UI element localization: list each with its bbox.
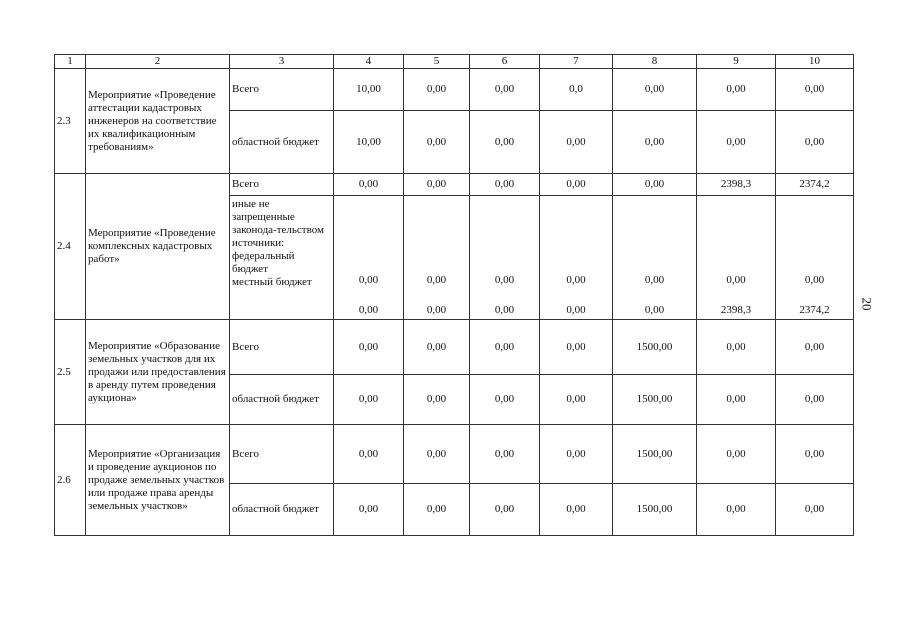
col-header: 6 (470, 55, 540, 69)
activity-name: Мероприятие «Проведение аттестации кадастровых инженеров на соответствие их квалификационным требованиям» (86, 69, 230, 174)
value-cell: 0,00 (470, 484, 540, 536)
col-header: 9 (697, 55, 776, 69)
row-number: 2.3 (55, 69, 86, 174)
value-cell: 0,00 (470, 111, 540, 174)
value-cell: 1500,00 (613, 484, 697, 536)
value-cell: 0,00 (404, 174, 470, 196)
row-number: 2.5 (55, 320, 86, 425)
value-cell (776, 196, 854, 320)
value-cell: 0,00 (404, 69, 470, 111)
value-cell: 0,00 (470, 320, 540, 375)
value-cell (540, 196, 613, 320)
budget-table (54, 54, 854, 536)
value-line: 0,00 (426, 304, 447, 316)
value-line: 2398,3 (720, 304, 752, 316)
value-cell: 0,00 (404, 425, 470, 484)
value-cell: 0,00 (776, 484, 854, 536)
value-cell: 0,00 (776, 320, 854, 375)
value-cell: 1500,00 (613, 425, 697, 484)
funding-source: областной бюджет (230, 484, 334, 536)
value-cell: 0,00 (540, 375, 613, 425)
value-cell: 0,00 (613, 111, 697, 174)
activity-name: Мероприятие «Проведение комплексных кадастровых работ» (86, 174, 230, 320)
value-cell: 0,00 (540, 484, 613, 536)
col-header: 1 (55, 55, 86, 69)
col-header: 8 (613, 55, 697, 69)
value-cell: 0,00 (404, 111, 470, 174)
value-cell: 0,00 (697, 69, 776, 111)
value-cell: 2374,2 (776, 174, 854, 196)
activity-name: Мероприятие «Образование земельных участков для их продажи или предоставления в аренду путем проведения аукциона» (86, 320, 230, 425)
funding-source: Всего (230, 174, 334, 196)
value-line: 2374,2 (799, 304, 830, 316)
value-line: 0,00 (726, 274, 746, 286)
value-cell (697, 196, 776, 320)
value-cell: 0,00 (404, 484, 470, 536)
value-line: 0,00 (566, 304, 586, 316)
header-row (55, 55, 854, 69)
value-cell: 0,00 (334, 320, 404, 375)
value-cell: 0,00 (776, 69, 854, 111)
value-cell: 0,0 (540, 69, 613, 111)
value-cell: 0,00 (697, 375, 776, 425)
funding-source: областной бюджет (230, 111, 334, 174)
value-line: 0,00 (644, 304, 665, 316)
value-cell: 0,00 (334, 375, 404, 425)
value-cell: 0,00 (470, 174, 540, 196)
value-cell: 0,00 (470, 375, 540, 425)
col-header: 2 (86, 55, 230, 69)
value-cell: 0,00 (470, 69, 540, 111)
value-cell: 0,00 (776, 425, 854, 484)
col-header: 7 (540, 55, 613, 69)
table-row (55, 69, 854, 111)
value-cell: 0,00 (697, 425, 776, 484)
value-cell: 1500,00 (613, 375, 697, 425)
value-cell: 0,00 (334, 484, 404, 536)
value-cell: 10,00 (334, 111, 404, 174)
value-cell: 0,00 (334, 174, 404, 196)
value-line: 0,00 (358, 304, 379, 316)
value-cell: 0,00 (404, 375, 470, 425)
value-cell: 1500,00 (613, 320, 697, 375)
page-number: 20 (859, 297, 875, 311)
value-cell: 0,00 (697, 111, 776, 174)
source-intro: иные не запрещенные законода-тельством источники: (232, 198, 324, 249)
table-row (55, 320, 854, 375)
value-cell: 0,00 (613, 69, 697, 111)
value-cell: 0,00 (540, 174, 613, 196)
funding-source: Всего (230, 425, 334, 484)
value-cell (470, 196, 540, 320)
value-cell (613, 196, 697, 320)
source-line: местный бюджет (232, 276, 312, 288)
value-line: 0,00 (566, 274, 586, 286)
value-cell: 0,00 (470, 425, 540, 484)
value-cell: 0,00 (697, 320, 776, 375)
value-cell: 0,00 (404, 320, 470, 375)
value-line: 0,00 (358, 274, 379, 286)
col-header: 3 (230, 55, 334, 69)
value-cell: 2398,3 (697, 174, 776, 196)
funding-source: Всего (230, 69, 334, 111)
value-line: 0,00 (426, 274, 447, 286)
value-cell (334, 196, 404, 320)
col-header: 4 (334, 55, 404, 69)
activity-name: Мероприятие «Организация и проведение аукционов по продаже земельных участков или продаже права аренды земельных участков» (86, 425, 230, 536)
value-line: 0,00 (804, 274, 825, 286)
table-row (55, 425, 854, 484)
funding-source (230, 196, 334, 320)
value-cell: 0,00 (540, 111, 613, 174)
row-number: 2.4 (55, 174, 86, 320)
value-cell: 0,00 (613, 174, 697, 196)
funding-source: областной бюджет (230, 375, 334, 425)
value-cell: 0,00 (540, 425, 613, 484)
value-cell (404, 196, 470, 320)
col-header: 5 (404, 55, 470, 69)
value-cell: 0,00 (697, 484, 776, 536)
funding-source: Всего (230, 320, 334, 375)
row-number: 2.6 (55, 425, 86, 536)
value-cell: 10,00 (334, 69, 404, 111)
value-line: 0,00 (494, 304, 515, 316)
source-line: федеральный бюджет (232, 250, 295, 275)
value-cell: 0,00 (334, 425, 404, 484)
value-cell: 0,00 (776, 375, 854, 425)
col-header: 10 (776, 55, 854, 69)
value-line: 0,00 (644, 274, 665, 286)
value-cell: 0,00 (540, 320, 613, 375)
value-line: 0,00 (494, 274, 515, 286)
value-cell: 0,00 (776, 111, 854, 174)
table-row (55, 174, 854, 196)
